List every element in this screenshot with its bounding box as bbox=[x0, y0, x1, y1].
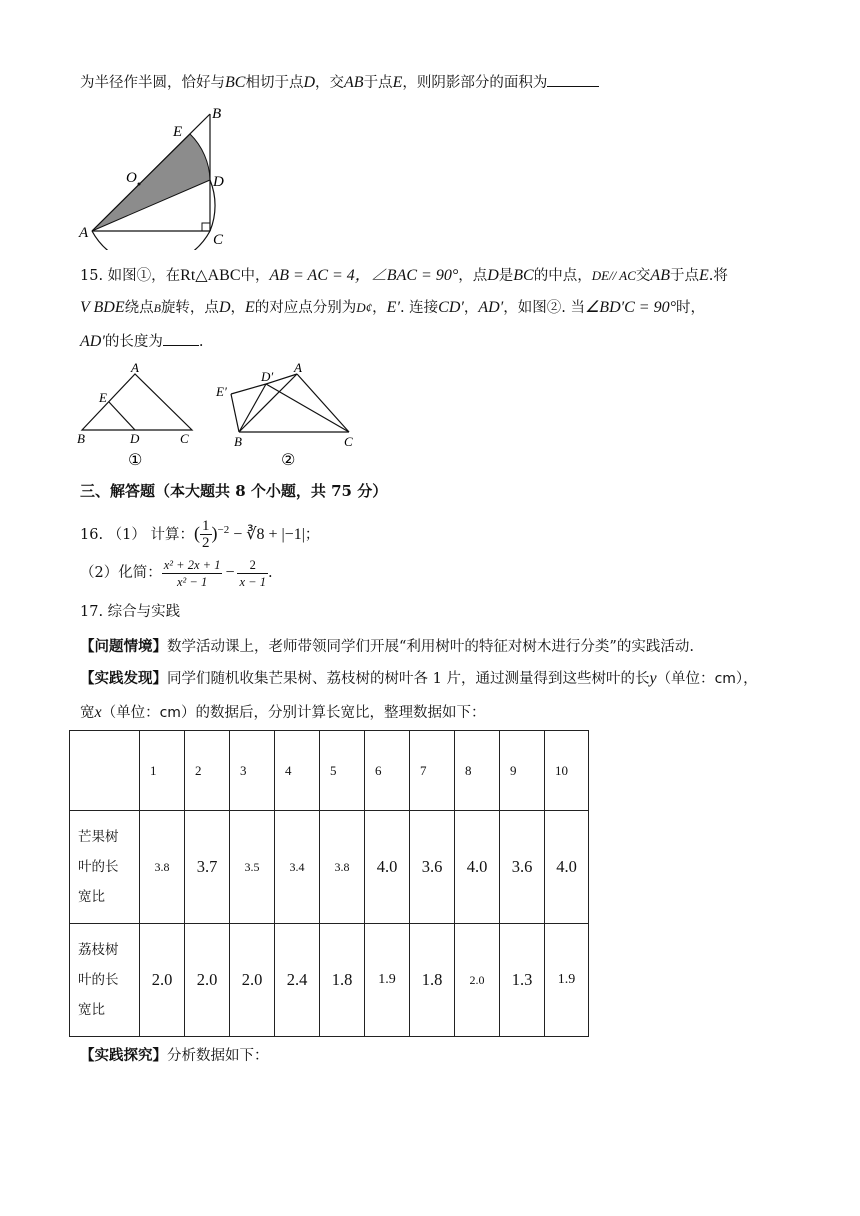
label-b: B bbox=[212, 106, 222, 122]
label-c: C bbox=[213, 232, 224, 248]
leaf-ratio-table bbox=[69, 730, 589, 1037]
label-b: B bbox=[234, 434, 242, 449]
q15-math: D¢ bbox=[356, 300, 373, 315]
q15-text: ， bbox=[463, 300, 479, 316]
table-cell: 4.0 bbox=[365, 811, 410, 924]
q15-text: 时， bbox=[676, 300, 705, 316]
label-c: C bbox=[180, 431, 189, 446]
q15-text: 是 bbox=[498, 268, 514, 284]
table-cell: 3.4 bbox=[275, 811, 320, 924]
label-c: C bbox=[344, 434, 353, 449]
q15-text: 中， bbox=[240, 268, 270, 284]
q15-math: E′ bbox=[386, 299, 400, 316]
q16-part1: 16. （1） 计算：( $\frac{1}{2}$ )$^{-2}$ − ∛8 + |−1|； bbox=[80, 518, 320, 552]
label-a: A bbox=[294, 360, 302, 375]
unit-cm: cm bbox=[159, 705, 181, 721]
label-d: D bbox=[213, 174, 224, 190]
minus-sign: − bbox=[225, 564, 235, 581]
table-row-mango bbox=[70, 811, 589, 924]
q15-math: ∠BD′C = 90° bbox=[584, 299, 676, 316]
table-col-header: 1 bbox=[140, 731, 185, 811]
table-cell: 1.9 bbox=[365, 924, 410, 1037]
q14-var-ab: AB bbox=[344, 74, 364, 91]
q15-text: ， bbox=[230, 300, 245, 316]
q17-discover-1 bbox=[80, 669, 758, 689]
q16-text: ； bbox=[304, 526, 320, 543]
q15-text: 交 bbox=[635, 268, 651, 284]
table-cell: 2.0 bbox=[455, 924, 500, 1037]
figure-caption-1: ① bbox=[128, 450, 143, 469]
q14-text: ，交 bbox=[315, 75, 345, 91]
q15-math: D bbox=[487, 267, 499, 284]
q15-text: 的长度为 bbox=[104, 334, 163, 350]
table-cell: 3.8 bbox=[320, 811, 365, 924]
q15-math: AD′ bbox=[478, 299, 504, 316]
label-a: A bbox=[131, 360, 139, 375]
var-x: x bbox=[94, 704, 102, 721]
table-col-header: 6 bbox=[365, 731, 410, 811]
q15-math: AD′ bbox=[80, 333, 105, 350]
q15-math: DE// AC bbox=[591, 268, 636, 283]
label-e-prime: E′ bbox=[216, 384, 227, 399]
q15-text: 的对应点分别为 bbox=[254, 300, 357, 316]
table-col-header: 2 bbox=[185, 731, 230, 811]
exponent: −2 bbox=[217, 524, 230, 536]
q15-math: AB = AC = 4 bbox=[269, 267, 355, 284]
right-angle-mark bbox=[202, 223, 210, 231]
table-corner-cell bbox=[70, 731, 140, 811]
table-col-header: 10 bbox=[545, 731, 589, 811]
table-col-header: 3 bbox=[230, 731, 275, 811]
label-e: E bbox=[173, 124, 183, 140]
q15-text: ，如图②. 当 bbox=[503, 300, 585, 316]
table-cell: 2.0 bbox=[230, 924, 275, 1037]
table-cell: 3.5 bbox=[230, 811, 275, 924]
q15-figure-2 bbox=[210, 360, 370, 470]
discover-text: （单位： bbox=[656, 671, 715, 687]
q15-line-3 bbox=[80, 331, 203, 352]
q15-line-2 bbox=[80, 298, 705, 318]
q14-text: 相切于点 bbox=[245, 75, 304, 91]
q17-title: 综合与实践 bbox=[107, 604, 181, 620]
q14-figure bbox=[74, 104, 234, 250]
q16-part-label: （2）化简： bbox=[80, 565, 162, 581]
q15-math: CD′ bbox=[438, 299, 464, 316]
discover-text: （单位： bbox=[101, 705, 160, 721]
q16-part2 bbox=[80, 555, 273, 591]
label-a: A bbox=[79, 225, 89, 241]
q14-text: 为半径作半圆，恰好与 bbox=[80, 75, 225, 91]
table-col-header: 5 bbox=[320, 731, 365, 811]
section-heading: 三、解答题（本大题共 8 个小题，共 75 分） bbox=[80, 482, 388, 500]
q15-text: 旋转，点 bbox=[160, 300, 219, 316]
q17-explore bbox=[80, 1046, 269, 1066]
question-number: 17. bbox=[80, 604, 104, 620]
table-cell: 1.3 bbox=[500, 924, 545, 1037]
q14-text: 于点 bbox=[363, 75, 393, 91]
q15-text: 绕点 bbox=[124, 300, 154, 316]
q15-text: . bbox=[198, 334, 204, 350]
q14-var-e: E bbox=[392, 74, 403, 91]
fraction-2: $\frac{2}{x - 1}$ bbox=[239, 557, 266, 589]
label-d-prime: D′ bbox=[261, 369, 274, 384]
discover-text: ）的数据后，分别计算长宽比，整理数据如下： bbox=[180, 705, 486, 721]
segment-ac bbox=[297, 374, 349, 432]
q14-text: ，则阴影部分的面积为 bbox=[402, 75, 548, 91]
table-col-header: 4 bbox=[275, 731, 320, 811]
q17-context bbox=[80, 637, 694, 657]
label-b: B bbox=[77, 431, 85, 446]
table-col-header: 7 bbox=[410, 731, 455, 811]
q15-text: ， bbox=[372, 300, 387, 316]
q15-math: ，∠BAC = 90° bbox=[354, 267, 459, 284]
table-cell: 1.8 bbox=[410, 924, 455, 1037]
segment-de bbox=[109, 402, 135, 430]
table-cell: 4.0 bbox=[545, 811, 589, 924]
q15-math: BC bbox=[513, 267, 534, 284]
q17-discover-2 bbox=[80, 703, 485, 723]
discover-text: 同学们随机收集芒果树、荔枝树的树叶各 1 片，通过测量得到这些树叶的长 bbox=[167, 671, 650, 687]
q15-figure-1 bbox=[72, 360, 202, 470]
row-label: 荔枝树 叶的长 宽比 bbox=[70, 924, 140, 1037]
q15-math: Rt△ABC bbox=[180, 267, 241, 284]
q15-text: 的中点， bbox=[533, 268, 592, 284]
table-cell: 3.6 bbox=[410, 811, 455, 924]
q16-text: 计算： bbox=[150, 526, 195, 543]
label-o: O bbox=[126, 170, 137, 186]
q15-math: B bbox=[153, 301, 161, 315]
table-cell: 3.6 bbox=[500, 811, 545, 924]
q16-expression: − ∛8 + |−1| bbox=[233, 525, 305, 543]
table-col-header: 9 bbox=[500, 731, 545, 811]
label-d: D bbox=[130, 431, 140, 446]
unit-cm: cm bbox=[714, 671, 736, 687]
q15-text: 如图①，在 bbox=[107, 268, 181, 284]
context-text: 数学活动课上，老师带领同学们开展“利用树叶的特征对树木进行分类”的实践活动. bbox=[167, 639, 694, 655]
label-e: E bbox=[99, 390, 107, 405]
q15-math: AB bbox=[650, 267, 670, 284]
table-cell: 2.0 bbox=[140, 924, 185, 1037]
table-row-lychee bbox=[70, 924, 589, 1037]
explore-label: 【实践探究】 bbox=[80, 1047, 167, 1064]
table-cell: 1.8 bbox=[320, 924, 365, 1037]
q17-title-line bbox=[80, 602, 180, 622]
segment-be bbox=[231, 394, 239, 432]
table-cell: 3.7 bbox=[185, 811, 230, 924]
table-cell: 2.0 bbox=[185, 924, 230, 1037]
q15-math: E bbox=[698, 267, 709, 284]
q15-math: V BDE bbox=[80, 299, 125, 316]
discover-text: 宽 bbox=[80, 705, 95, 721]
semicircle-arc bbox=[92, 231, 210, 250]
q16-part-label: （1） bbox=[107, 526, 146, 543]
q15-math: E bbox=[245, 299, 255, 316]
discover-text: ）， bbox=[735, 671, 758, 687]
shaded-region bbox=[92, 134, 210, 231]
q15-math: D bbox=[218, 299, 231, 316]
table-cell: 2.4 bbox=[275, 924, 320, 1037]
table-col-header: 8 bbox=[455, 731, 500, 811]
discover-label: 【实践发现】 bbox=[80, 670, 167, 687]
q14-var-bc: BC bbox=[225, 74, 246, 91]
segment-dc bbox=[266, 384, 349, 432]
context-label: 【问题情境】 bbox=[80, 638, 167, 655]
q15-text: ，点 bbox=[458, 268, 488, 284]
explore-text: 分析数据如下： bbox=[167, 1048, 269, 1064]
question-number: 16. bbox=[80, 526, 104, 543]
var-y: y bbox=[649, 670, 657, 687]
segment-bd bbox=[239, 384, 266, 432]
fraction-1: $\frac{\text{x² + 2x + 1}}{\text{x² − 1}}$ bbox=[163, 557, 221, 589]
q14-text-line bbox=[80, 72, 599, 93]
table-cell: 4.0 bbox=[455, 811, 500, 924]
q15-line-1 bbox=[80, 266, 728, 286]
row-label: 芒果树 叶的长 宽比 bbox=[70, 811, 140, 924]
table-header-row bbox=[70, 731, 589, 811]
q14-answer-blank bbox=[547, 72, 599, 87]
q15-text: .将 bbox=[708, 268, 728, 284]
q16-text: . bbox=[267, 565, 273, 581]
q15-text: . 连接 bbox=[399, 300, 439, 316]
fraction-one-half: $\frac{1}{2}$ bbox=[202, 518, 210, 552]
q15-answer-blank bbox=[163, 331, 199, 346]
table-cell: 3.8 bbox=[140, 811, 185, 924]
figure-caption-2: ② bbox=[281, 450, 296, 469]
table-cell: 1.9 bbox=[545, 924, 589, 1037]
center-point-o bbox=[138, 183, 141, 186]
q15-text: 于点 bbox=[669, 268, 699, 284]
q14-var-d: D bbox=[303, 74, 316, 91]
question-number: 15. bbox=[80, 268, 104, 284]
